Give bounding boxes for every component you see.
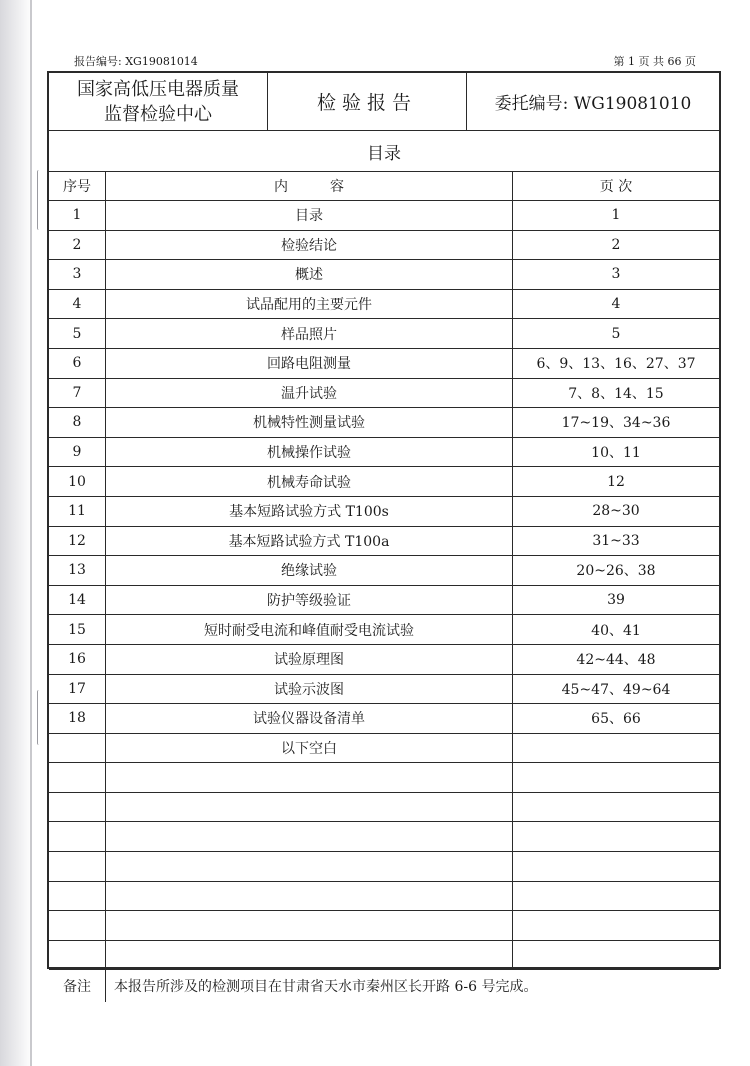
row-content: 机械操作试验 xyxy=(106,438,513,467)
page-info: 第 1 页 共 66 页 xyxy=(613,55,696,68)
row-pages: 6、9、13、16、27、37 xyxy=(536,356,696,373)
row-content xyxy=(106,793,513,822)
row-content: 样品照片 xyxy=(106,319,513,348)
row-number: 11 xyxy=(49,497,106,526)
row-pages: 39 xyxy=(607,592,625,609)
row-pages: 12 xyxy=(607,473,625,490)
title-block xyxy=(49,73,719,131)
row-number xyxy=(49,763,106,792)
row-number: 18 xyxy=(49,704,106,733)
table-row xyxy=(49,379,719,409)
organization-cell xyxy=(49,73,268,130)
row-number: 10 xyxy=(49,467,106,496)
table-row xyxy=(49,645,719,675)
table-row xyxy=(49,822,719,852)
row-number: 8 xyxy=(49,408,106,437)
row-content: 试品配用的主要元件 xyxy=(106,290,513,319)
row-pages: 1 xyxy=(611,207,621,224)
row-pages: 31~33 xyxy=(592,532,640,549)
row-number: 6 xyxy=(49,349,106,378)
col-header-pages: 页 次 xyxy=(599,179,633,195)
table-row xyxy=(49,763,719,793)
row-number: 12 xyxy=(49,527,106,556)
table-row xyxy=(49,408,719,438)
table-row xyxy=(49,467,719,497)
table-row xyxy=(49,319,719,349)
row-pages xyxy=(513,882,719,911)
binding-mark xyxy=(37,690,41,745)
table-row xyxy=(49,527,719,557)
row-content xyxy=(106,941,513,970)
row-number: 13 xyxy=(49,556,106,585)
row-pages xyxy=(513,941,719,970)
row-content: 以下空白 xyxy=(106,734,513,763)
doc-type-cell: 检验报告 xyxy=(268,73,467,130)
row-number: 15 xyxy=(49,615,106,644)
row-content: 试验仪器设备清单 xyxy=(106,704,513,733)
table-row xyxy=(49,734,719,764)
row-pages: 45~47、49~64 xyxy=(561,681,671,698)
row-number xyxy=(49,793,106,822)
row-number: 5 xyxy=(49,319,106,348)
report-number: 报告编号: XG19081014 xyxy=(74,55,198,68)
row-pages xyxy=(513,852,719,881)
row-number: 2 xyxy=(49,231,106,260)
table-row xyxy=(49,911,719,941)
row-content xyxy=(106,822,513,851)
row-pages xyxy=(513,763,719,792)
col-header-no: 序号 xyxy=(49,172,106,200)
row-content xyxy=(106,763,513,792)
table-row xyxy=(49,349,719,379)
row-content: 目录 xyxy=(106,201,513,230)
row-number: 14 xyxy=(49,586,106,615)
row-pages: 4 xyxy=(611,296,621,313)
row-content xyxy=(106,882,513,911)
table-row xyxy=(49,260,719,290)
table-row xyxy=(49,882,719,912)
row-number xyxy=(49,822,106,851)
row-pages: 10、11 xyxy=(591,445,641,462)
row-content xyxy=(106,911,513,940)
table-row xyxy=(49,704,719,734)
table-row xyxy=(49,675,719,705)
table-row xyxy=(49,615,719,645)
row-pages: 40、41 xyxy=(591,622,641,639)
row-content: 机械寿命试验 xyxy=(106,467,513,496)
row-content: 防护等级验证 xyxy=(106,586,513,615)
commission-number: 委托编号: WG19081010 xyxy=(494,94,692,114)
top-header-line xyxy=(74,53,696,69)
row-number xyxy=(49,941,106,970)
row-pages: 28~30 xyxy=(592,503,640,520)
table-row xyxy=(49,201,719,231)
row-content: 机械特性测量试验 xyxy=(106,408,513,437)
row-pages: 17~19、34~36 xyxy=(561,415,671,432)
row-content: 绝缘试验 xyxy=(106,556,513,585)
row-content xyxy=(106,852,513,881)
row-pages: 65、66 xyxy=(591,711,641,728)
col-header-content: 内 容 xyxy=(106,172,513,200)
toc-header-row xyxy=(49,172,719,201)
note-row xyxy=(49,970,719,1002)
table-row xyxy=(49,852,719,882)
row-number xyxy=(49,852,106,881)
row-number: 3 xyxy=(49,260,106,289)
table-row xyxy=(49,586,719,616)
row-number: 1 xyxy=(49,201,106,230)
row-number: 9 xyxy=(49,438,106,467)
row-content: 温升试验 xyxy=(106,379,513,408)
row-content: 回路电阻测量 xyxy=(106,349,513,378)
row-number: 16 xyxy=(49,645,106,674)
table-row xyxy=(49,497,719,527)
page-edge xyxy=(30,0,32,1066)
row-number: 17 xyxy=(49,675,106,704)
row-pages: 42~44、48 xyxy=(576,652,656,669)
row-pages xyxy=(513,822,719,851)
row-pages: 3 xyxy=(611,266,621,283)
row-pages: 5 xyxy=(611,325,621,342)
row-content: 基本短路试验方式 T100a xyxy=(106,527,513,556)
row-content: 概述 xyxy=(106,260,513,289)
table-row xyxy=(49,793,719,823)
row-pages xyxy=(513,793,719,822)
table-row xyxy=(49,290,719,320)
row-number xyxy=(49,882,106,911)
row-number: 7 xyxy=(49,379,106,408)
org-line-1: 国家高低压电器质量 xyxy=(77,78,239,100)
row-pages xyxy=(513,734,719,763)
row-content: 试验原理图 xyxy=(106,645,513,674)
row-pages: 2 xyxy=(611,236,621,253)
page-left-shadow xyxy=(0,0,32,1066)
row-content: 基本短路试验方式 T100s xyxy=(106,497,513,526)
table-row xyxy=(49,941,719,971)
toc-rows xyxy=(49,201,719,970)
table-row xyxy=(49,438,719,468)
row-pages: 7、8、14、15 xyxy=(568,385,664,402)
row-content: 试验示波图 xyxy=(106,675,513,704)
row-pages: 20~26、38 xyxy=(576,563,656,580)
row-number xyxy=(49,911,106,940)
binding-mark xyxy=(37,170,41,230)
row-pages xyxy=(513,911,719,940)
table-row xyxy=(49,556,719,586)
note-label: 备注 xyxy=(49,970,106,1002)
report-frame xyxy=(47,71,721,996)
table-row xyxy=(49,231,719,261)
toc-title: 目录 xyxy=(49,131,719,172)
note-text: 本报告所涉及的检测项目在甘肃省天水市秦州区长开路 6-6 号完成。 xyxy=(114,979,538,996)
row-content: 检验结论 xyxy=(106,231,513,260)
row-content: 短时耐受电流和峰值耐受电流试验 xyxy=(106,615,513,644)
org-line-2: 监督检验中心 xyxy=(104,103,212,125)
row-number xyxy=(49,734,106,763)
row-number: 4 xyxy=(49,290,106,319)
